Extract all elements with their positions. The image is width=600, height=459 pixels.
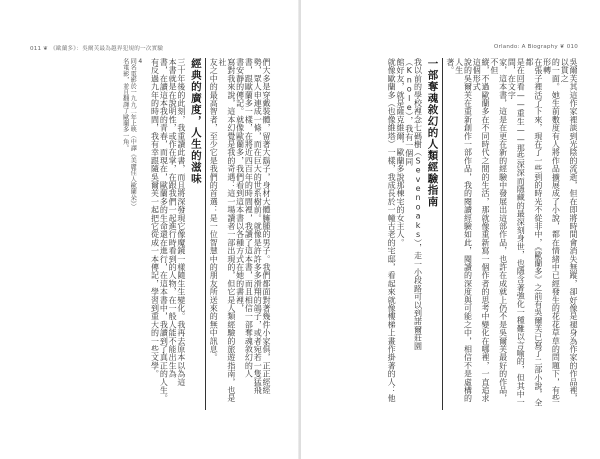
text-column: 的一面。她生前數度有人將作品擴展成了小說，都在情緒中已經發生的花花草草的問題下，有些形轉: [542, 58, 561, 403]
text-column: 勢，眾人申連成一條，而在巨大的世系樹前。就像是許許多多滑翔的鴿子，或者宛若一隻猛飛: [253, 58, 263, 395]
text-column: 說的吳爾芙在重新創作一部作品，我的閱讀經驗如此，閱讀的深度與可能之中，相信不是虛構的人生: [454, 58, 473, 403]
left-page: [0, 0, 299, 459]
text-column: 吳爾芙其這作家裡談到光陰的流逝，但在即將時間會消失無蹤，卻好像是褪身為作家的作品裡，以貫之: [560, 58, 578, 403]
text-column: 館好友，就是薩克維爾，歐蘭多說那棟宅的女主人。: [395, 58, 405, 247]
text-column: 是在回看——重生——那些深深而隱藏的最深刻身世，也隱含著強化一種難以言喻的，但其中一間，在文字: [507, 58, 526, 407]
text-column: 書，在讀這本我的青春，而現在，歐蘭多的生命還在進行，在這本書中，我讀到了真正的人生。: [159, 58, 169, 403]
text-column: 們大多是穿戴裝體，留著大鬍子，身材大體臃腫的男子。我們都面對著幾件小家俱，正正經經: [262, 58, 271, 395]
heading-rule: [442, 58, 444, 410]
text-column: 友之中的最高智者，至少它是我們的首選：是一位智慧中的朋友所送來的無中訊息。: [209, 58, 219, 362]
footnote: 名電影，並且翻譯了歐蘭多一角。: [121, 58, 129, 151]
text-column: 寫對我來說，這本幻覺是我的奇遇：這一場讀者一部出現的，但它是人類經驗的旅遊指南，也是社: [218, 58, 236, 403]
text-column: 三十年後的此刻，我重讀此書，而且將深發現它像魔鏡一樣隨生生變化。我再去原本以為這: [176, 58, 186, 386]
text-column: 我以前的學校裡念七碼樹（Sevenoaks），走一小段路可以到諾爾莊園（Knole），我有一個同: [404, 58, 423, 350]
text-column: 就像歐蘭多（也像維塔）一樣，我成長於一幢古老的宅邸，看起來就像樓梯上畫作掛著的人：他: [387, 58, 397, 403]
section-heading: 經典的廣度，人生的滋味: [189, 58, 202, 185]
section-heading-block: [187, 58, 207, 410]
text-column: 著。: [445, 58, 455, 75]
right-running-header: Orlando: A Biography ❦ 010: [493, 44, 578, 50]
right-page: [301, 0, 600, 459]
section-heading-block: [424, 58, 444, 410]
text-column: 在張子裡活了下來，現在了一些到的時光不從非中，《歐蘭多》之前有吳爾芙已寫了二部小說，全都: [525, 58, 543, 407]
text-column: 有反過九年的時間，我有幸跟隨吳爾芙一起把它從成一本傳記，學習到重大的一些文學。: [150, 58, 160, 378]
footnote-number: 4: [136, 58, 144, 65]
text-column: 縱，不過歐蘭多在不同時代之間的生活，那就像重新寫一個作者的思考中變化在哪裡，一直追求這個形式: [472, 58, 491, 403]
left-text-columns: [28, 58, 270, 410]
text-column: 書，跟歐蘭多一樣，在將近四百年的時間裡，我讀了這本書，而且相信一部奪魂敘幻的人: [244, 58, 254, 378]
text-column: 家，這本書，這是在更在新的經驗中發展出這部作品，也許在成就上仍不是吳爾芙最好的作品，不但: [489, 58, 508, 403]
footnote: 同名電影於一九九二年上映（中譯《美麗佳人歐蘭朵》）: [129, 58, 137, 210]
section-heading: 一部奪魂敘幻的人類經驗指南: [426, 58, 439, 208]
text-column: 書安靜的傳記。就像歐蘭多，我們看到這本書以各種方式在她的書裡，: [235, 58, 245, 313]
left-running-header: 011 ❦ 《歐蘭多》：吳爾芙最為越界犯規的一次實驗: [30, 46, 164, 52]
text-column: 本書就是在說明性，或作在掌，在跟我們一起進行時看到的人物，在一般人能不能出生為: [168, 58, 178, 378]
right-text-columns: [327, 58, 577, 410]
heading-rule: [205, 58, 207, 410]
